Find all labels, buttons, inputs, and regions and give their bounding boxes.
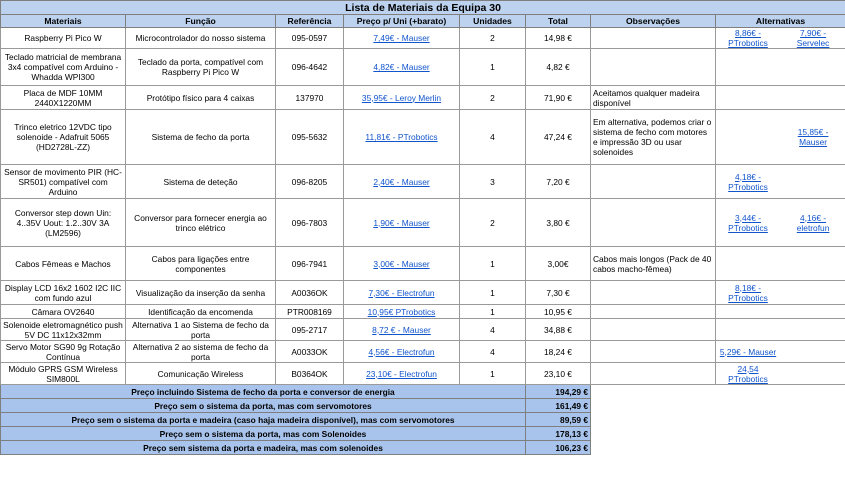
- table-body: [1, 28, 845, 385]
- summary-label: Preço sem o sistema da porta e madeira (caso haja madeira disponível), mas com servomotores: [1, 413, 526, 427]
- table-row: [1, 341, 845, 363]
- unidades-cell: 2: [460, 28, 526, 49]
- observacoes-cell: [591, 305, 716, 319]
- funcao-cell: Conversor para fornecer energia ao trinco elétrico: [126, 199, 276, 247]
- total-cell: 23,10 €: [526, 363, 591, 385]
- alternativas-cell: [716, 247, 845, 281]
- material-cell: Placa de MDF 10MM 2440X1220MM: [1, 86, 126, 110]
- table-row: [1, 110, 845, 165]
- preco-cell: [344, 28, 460, 49]
- unidades-cell: 1: [460, 49, 526, 86]
- table-row: [1, 49, 845, 86]
- summary-blank: [591, 413, 845, 427]
- table-row: [1, 281, 845, 305]
- alternativas-cell: [716, 281, 845, 305]
- observacoes-cell: [591, 165, 716, 199]
- referencia-cell: B0364OK: [276, 363, 344, 385]
- preco-cell: [344, 305, 460, 319]
- referencia-cell: 096-4642: [276, 49, 344, 86]
- total-cell: 3,80 €: [526, 199, 591, 247]
- preco-cell: [344, 341, 460, 363]
- observacoes-cell: Aceitamos qualquer madeira disponível: [591, 86, 716, 110]
- header-funcao: Função: [126, 15, 276, 28]
- referencia-cell: PTR008169: [276, 305, 344, 319]
- summary-blank: [591, 427, 845, 441]
- material-cell: Solenoide eletromagnético push 5V DC 11x12x32mm: [1, 319, 126, 341]
- funcao-cell: Protótipo físico para 4 caixas: [126, 86, 276, 110]
- summary-blank: [591, 399, 845, 413]
- alternative-1[interactable]: 8,18€ - PTrobotics: [728, 282, 768, 303]
- referencia-cell: 096-8205: [276, 165, 344, 199]
- total-cell: 7,20 €: [526, 165, 591, 199]
- alternative-1[interactable]: 5,29€ - Mauser: [719, 346, 777, 357]
- alternative-2: [783, 172, 843, 192]
- total-cell: 3,00€: [526, 247, 591, 281]
- header-unidades: Unidades: [460, 15, 526, 28]
- material-cell: Raspberry Pi Pico W: [1, 28, 126, 49]
- preco-cell: [344, 49, 460, 86]
- alternativas-cell: [716, 86, 845, 110]
- alternativas-cell: [716, 199, 845, 247]
- observacoes-cell: [591, 319, 716, 341]
- sheet-title: Lista de Materiais da Equipa 30: [1, 1, 845, 15]
- unidades-cell: 4: [460, 341, 526, 363]
- preco-cell-link[interactable]: 7,49€ - Mauser: [373, 33, 430, 43]
- funcao-cell: Sistema de deteção: [126, 165, 276, 199]
- preco-cell-link[interactable]: 10,95€ PTrobotics: [367, 306, 436, 317]
- unidades-cell: 4: [460, 319, 526, 341]
- alternative-2[interactable]: 4,16€ - eletrofun: [796, 212, 830, 233]
- preco-cell-link[interactable]: 8,72 € - Mauser: [372, 324, 431, 335]
- header-preco: Preço p/ Uni (+barato): [344, 15, 460, 28]
- referencia-cell: 096-7803: [276, 199, 344, 247]
- unidades-cell: 1: [460, 281, 526, 305]
- material-cell: Módulo GPRS GSM Wireless SIM800L: [1, 363, 126, 385]
- total-cell: 18,24 €: [526, 341, 591, 363]
- funcao-cell: Sistema de fecho da porta: [126, 110, 276, 165]
- observacoes-cell: Cabos mais longos (Pack de 40 cabos macho-fêmea): [591, 247, 716, 281]
- unidades-cell: 4: [460, 110, 526, 165]
- referencia-cell: 095-0597: [276, 28, 344, 49]
- observacoes-cell: [591, 199, 716, 247]
- observacoes-cell: [591, 49, 716, 86]
- header-materiais: Materiais: [1, 15, 126, 28]
- total-cell: 14,98 €: [526, 28, 591, 49]
- referencia-cell: 095-2717: [276, 319, 344, 341]
- preco-cell: [344, 247, 460, 281]
- material-cell: Cabos Fêmeas e Machos: [1, 247, 126, 281]
- alternative-2[interactable]: 15,85€ - Mauser: [797, 127, 829, 147]
- alternativas-cell: [716, 305, 845, 319]
- preco-cell: [344, 86, 460, 110]
- title-row: [1, 1, 845, 15]
- summary-row: [1, 413, 845, 427]
- alternativas-cell: [716, 341, 845, 363]
- table-row: [1, 86, 845, 110]
- funcao-cell: Cabos para ligações entre componentes: [126, 247, 276, 281]
- observacoes-cell: [591, 28, 716, 49]
- preco-cell-link[interactable]: 4,56€ - Electrofun: [368, 346, 435, 357]
- unidades-cell: 1: [460, 247, 526, 281]
- table-row: [1, 165, 845, 199]
- referencia-cell: 137970: [276, 86, 344, 110]
- unidades-cell: 1: [460, 305, 526, 319]
- preco-cell-link[interactable]: 11,81€ - PTrobotics: [365, 132, 438, 142]
- alternativas-cell: [716, 110, 845, 165]
- unidades-cell: 2: [460, 199, 526, 247]
- observacoes-cell: [591, 363, 716, 385]
- alternative-2[interactable]: 7,90€ - Servelec: [796, 28, 830, 48]
- header-row: [1, 15, 845, 28]
- summary-value: 89,59 €: [526, 413, 591, 427]
- referencia-cell: 095-5632: [276, 110, 344, 165]
- preco-cell-link[interactable]: 3,00€ - Mauser: [373, 258, 430, 269]
- material-cell: Conversor step down Uin: 4..35V Uout: 1.2..30V 3A (LM2596): [1, 199, 126, 247]
- header-observacoes: Observações: [591, 15, 716, 28]
- alternativas-cell: [716, 165, 845, 199]
- summary-body: [1, 385, 845, 455]
- preco-cell: [344, 110, 460, 165]
- unidades-cell: 3: [460, 165, 526, 199]
- table-row: [1, 28, 845, 49]
- total-cell: 34,88 €: [526, 319, 591, 341]
- material-cell: Teclado matricial de membrana 3x4 compatível com Arduino - Whadda WPI300: [1, 49, 126, 86]
- observacoes-cell: [591, 281, 716, 305]
- material-cell: Display LCD 16x2 1602 I2C IIC com fundo azul: [1, 281, 126, 305]
- summary-blank: [591, 385, 845, 399]
- funcao-cell: Visualização da inserção da senha: [126, 281, 276, 305]
- material-cell: Servo Motor SG90 9g Rotação Contínua: [1, 341, 126, 363]
- summary-label: Preço sem o sistema da porta, mas com Solenoides: [1, 427, 526, 441]
- summary-row: [1, 385, 845, 399]
- preco-cell: [344, 199, 460, 247]
- preco-cell-link[interactable]: 2,40€ - Mauser: [373, 176, 430, 187]
- funcao-cell: Alternativa 2 ao sistema de fecho da porta: [126, 341, 276, 363]
- unidades-cell: 2: [460, 86, 526, 110]
- alternative-1[interactable]: 8,86€ - PTrobotics: [728, 28, 768, 48]
- total-cell: 47,24 €: [526, 110, 591, 165]
- preco-cell-link[interactable]: 35,95€ - Leroy Merlin: [361, 92, 442, 103]
- header-alternativas: Alternativas: [716, 15, 845, 28]
- alternativas-cell: [716, 49, 845, 86]
- alternative-1[interactable]: 3,44€ - PTrobotics: [728, 212, 768, 233]
- funcao-cell: Alternativa 1 ao Sistema de fecho da porta: [126, 319, 276, 341]
- summary-label: Preço sem sistema da porta e madeira, mas com solenoides: [1, 441, 526, 455]
- referencia-cell: 096-7941: [276, 247, 344, 281]
- observacoes-cell: Em alternativa, podemos criar o sistema de fecho com motores e impressão 3D ou usar solenoides: [591, 110, 716, 165]
- total-cell: 71,90 €: [526, 86, 591, 110]
- alternative-2: [783, 347, 843, 357]
- funcao-cell: Teclado da porta, compatível com Raspberry Pi Pico W: [126, 49, 276, 86]
- funcao-cell: Comunicação Wireless: [126, 363, 276, 385]
- summary-row: [1, 399, 845, 413]
- alternativas-cell: [716, 28, 845, 49]
- table-row: [1, 199, 845, 247]
- preco-cell: [344, 165, 460, 199]
- alternativas-cell: [716, 363, 845, 385]
- summary-row: [1, 441, 845, 455]
- alternative-1[interactable]: 4,18€ - PTrobotics: [728, 171, 768, 192]
- summary-value: 178,13 €: [526, 427, 591, 441]
- summary-value: 106,23 €: [526, 441, 591, 455]
- funcao-cell: Identificação da encomenda: [126, 305, 276, 319]
- referencia-cell: A0033OK: [276, 341, 344, 363]
- total-cell: 4,82 €: [526, 49, 591, 86]
- total-cell: 7,30 €: [526, 281, 591, 305]
- material-cell: Sensor de movimento PIR (HC-SR501) compatível com Arduino: [1, 165, 126, 199]
- preco-cell: [344, 363, 460, 385]
- summary-blank: [591, 441, 845, 455]
- alternative-1[interactable]: 24,54 PTrobotics: [728, 363, 768, 384]
- header-total: Total: [526, 15, 591, 28]
- table-row: [1, 247, 845, 281]
- alternative-2: [783, 364, 843, 384]
- preco-cell: [344, 319, 460, 341]
- funcao-cell: Microcontrolador do nosso sistema: [126, 28, 276, 49]
- table-row: [1, 363, 845, 385]
- preco-cell: [344, 281, 460, 305]
- material-cell: Trinco eletrico 12VDC tipo solenoide - Adafruit 5065 (HD2728L-ZZ): [1, 110, 126, 165]
- header-referencia: Referência: [276, 15, 344, 28]
- table-row: [1, 319, 845, 341]
- alternative-2: [783, 283, 843, 303]
- summary-value: 194,29 €: [526, 385, 591, 399]
- preco-cell-link[interactable]: 4,82€ - Mauser: [373, 62, 430, 72]
- preco-cell-link[interactable]: 23,10€ - Electrofun: [366, 368, 437, 379]
- unidades-cell: 1: [460, 363, 526, 385]
- summary-label: Preço incluindo Sistema de fecho da porta e conversor de energia: [1, 385, 526, 399]
- alternative-1: [718, 127, 778, 147]
- observacoes-cell: [591, 341, 716, 363]
- preco-cell-link[interactable]: 7,30€ - Electrofun: [368, 287, 435, 298]
- total-cell: 10,95 €: [526, 305, 591, 319]
- summary-label: Preço sem o sistema da porta, mas com servomotores: [1, 399, 526, 413]
- summary-value: 161,49 €: [526, 399, 591, 413]
- alternativas-cell: [716, 319, 845, 341]
- table-row: [1, 305, 845, 319]
- material-cell: Câmara OV2640: [1, 305, 126, 319]
- referencia-cell: A0036OK: [276, 281, 344, 305]
- summary-row: [1, 427, 845, 441]
- preco-cell-link[interactable]: 1,90€ - Mauser: [373, 217, 430, 228]
